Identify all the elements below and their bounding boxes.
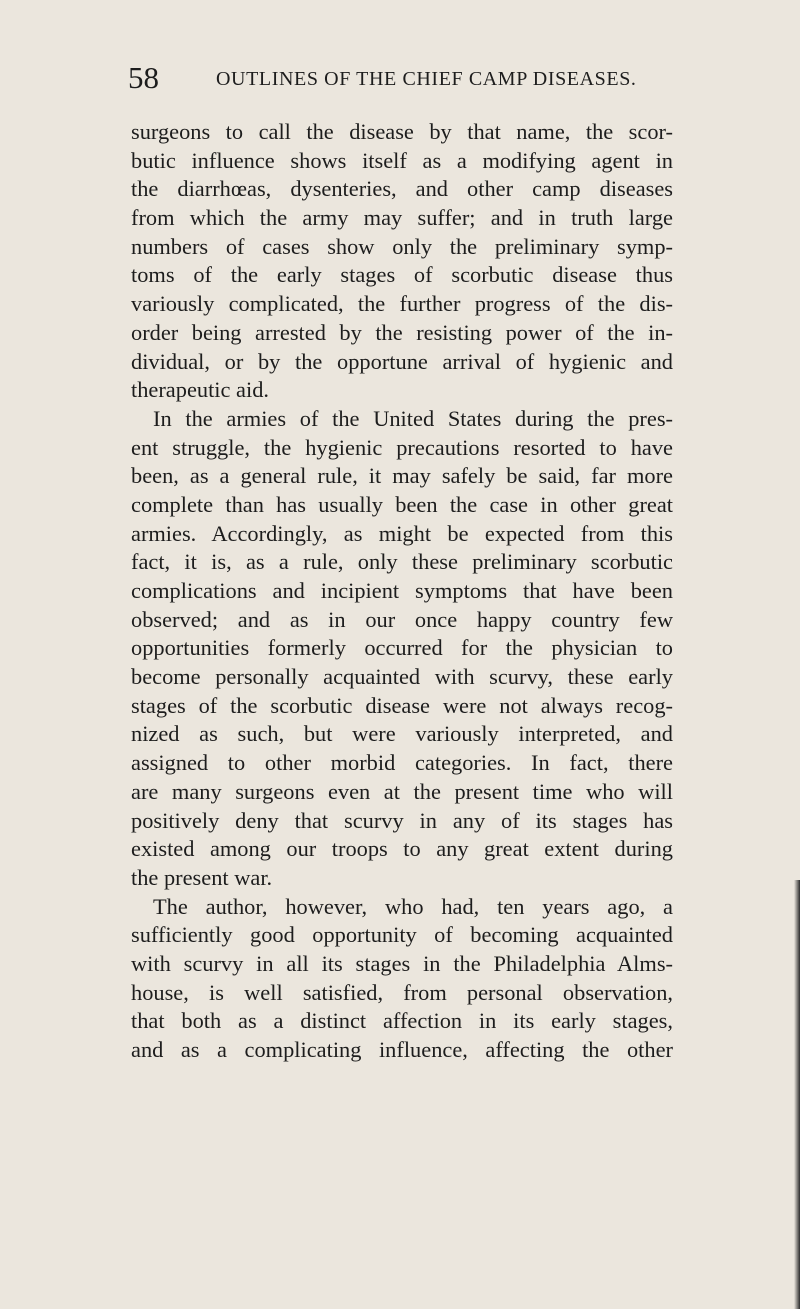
text-line: order being arrested by the resisting power of the in- xyxy=(131,319,673,345)
text-line: complete than has usually been the case in other great xyxy=(131,491,673,517)
text-line: numbers of cases show only the preliminary symp- xyxy=(131,233,673,259)
text-line: that both as a distinct affection in its early stages, xyxy=(131,1008,673,1034)
text-line: assigned to other morbid categories. In fact, there xyxy=(131,750,673,776)
text-line: and as a complicating influence, affecting the other xyxy=(131,1037,673,1062)
text-line: butic influence shows itself as a modifying agent in xyxy=(131,147,673,173)
body-text xyxy=(131,118,673,1065)
text-line: existed among our troops to any great extent during xyxy=(131,836,673,862)
text-line: from which the army may suffer; and in truth large xyxy=(131,205,673,231)
text-line: The author, however, who had, ten years ago, a xyxy=(153,893,673,919)
text-line: dividual, or by the opportune arrival of hygienic and xyxy=(131,348,673,374)
text-line: become personally acquainted with scurvy, these early xyxy=(131,664,673,690)
text-line: are many surgeons even at the present time who will xyxy=(131,778,673,804)
text-line: In the armies of the United States during the pres- xyxy=(153,405,673,431)
text-line: variously complicated, the further progress of the dis- xyxy=(131,291,673,317)
text-line: observed; and as in our once happy country few xyxy=(131,606,673,632)
running-head: OUTLINES OF THE CHIEF CAMP DISEASES. xyxy=(216,68,637,90)
text-line: been, as a general rule, it may safely be said, far more xyxy=(131,463,673,489)
text-line: fact, it is, as a rule, only these preliminary scorbutic xyxy=(131,549,673,575)
text-line: sufficiently good opportunity of becoming acquainted xyxy=(131,922,673,948)
text-line: toms of the early stages of scorbutic disease thus xyxy=(131,262,673,288)
text-line: with scurvy in all its stages in the Philadelphia Alms- xyxy=(131,950,673,976)
text-line: positively deny that scurvy in any of its stages has xyxy=(131,807,673,833)
text-line: armies. Accordingly, as might be expected from this xyxy=(131,520,673,546)
text-line: therapeutic aid. xyxy=(131,377,270,403)
text-line: ent struggle, the hygienic precautions resorted to have xyxy=(131,434,673,460)
page-edge-shadow xyxy=(794,880,800,1309)
page-number: 58 xyxy=(128,60,159,95)
page-header xyxy=(128,58,688,98)
text-line: the present war. xyxy=(131,864,273,890)
text-line: opportunities formerly occurred for the physician to xyxy=(131,635,673,661)
text-line: nized as such, but were variously interpreted, and xyxy=(131,721,673,747)
text-line: stages of the scorbutic disease were not always recog- xyxy=(131,692,673,718)
text-line: complications and incipient symptoms that have been xyxy=(131,578,673,603)
text-line: house, is well satisfied, from personal observation, xyxy=(131,979,673,1005)
text-line: the diarrhœas, dysenteries, and other camp diseases xyxy=(131,176,673,202)
text-line: surgeons to call the disease by that name, the scor- xyxy=(131,119,673,144)
